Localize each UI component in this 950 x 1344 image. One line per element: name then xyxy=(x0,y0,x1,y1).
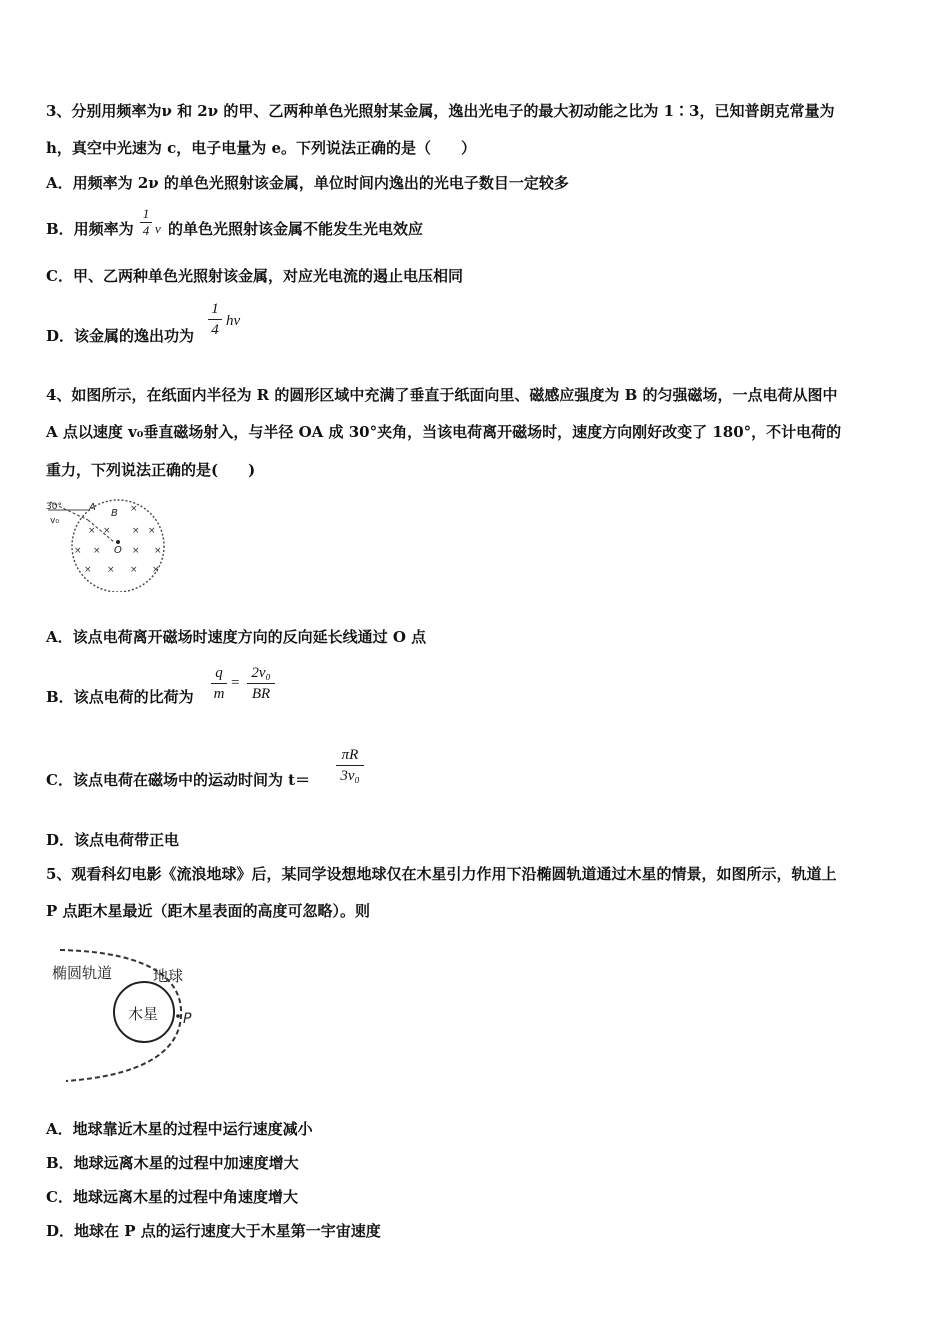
cross-mark: × xyxy=(93,546,101,556)
cross-mark: × xyxy=(107,565,115,575)
q3-option-b-prefix: B．用频率为 xyxy=(46,220,134,238)
q3-option-b-fraction xyxy=(140,207,152,238)
cross-mark: × xyxy=(154,546,162,556)
cross-mark: × xyxy=(84,565,92,575)
q4-option-b-lhs-fraction xyxy=(211,664,227,703)
q5-option-a: A．地球靠近木星的过程中运行速度减小 xyxy=(46,1120,313,1138)
cross-mark: × xyxy=(130,504,138,514)
q4-option-a: A．该点电荷离开磁场时速度方向的反向延长线通过 O 点 xyxy=(46,628,427,646)
jupiter-label: 木星 xyxy=(128,1005,159,1023)
magnetic-field-figure xyxy=(44,492,174,592)
point-p-label: P xyxy=(183,1011,192,1027)
q4-option-c-prefix: C．该点电荷在磁场中的运动时间为 t＝ xyxy=(46,771,311,789)
q4-option-d: D．该点电荷带正电 xyxy=(46,831,180,849)
cross-mark: × xyxy=(130,565,138,575)
q3-option-a: A．用频率为 2ν 的单色光照射该金属，单位时间内逸出的光电子数目一定较多 xyxy=(46,174,569,192)
q4-stem-line1: 4、如图所示，在纸面内半径为 R 的圆形区域中充满了垂直于纸面向里、磁感应强度为 B 的匀强磁场，一点电荷从图中 xyxy=(46,386,838,404)
cross-mark: × xyxy=(103,526,111,536)
q5-stem-line2: P 点距木星最近（距木星表面的高度可忽略）。则 xyxy=(46,902,371,920)
q4-option-c-fraction xyxy=(336,746,364,785)
point-o-label: O xyxy=(114,545,122,556)
q4-stem-line2: A 点以速度 v₀垂直磁场射入，与半径 OA 成 30°夹角，当该电荷离开磁场时，速度方向刚好改变了 180°，不计电荷的 xyxy=(46,423,842,441)
q5-option-d: D．地球在 P 点的运行速度大于木星第一宇宙速度 xyxy=(46,1222,381,1240)
velocity-label: v₀ xyxy=(50,516,59,526)
q3-option-c: C．甲、乙两种单色光照射该金属，对应光电流的遏止电压相同 xyxy=(46,267,463,285)
cross-mark: × xyxy=(132,526,140,536)
fraction-numerator: 1 xyxy=(142,206,150,221)
q4-option-b-rhs-fraction xyxy=(247,664,275,703)
q3-option-d-variable: hν xyxy=(226,313,241,329)
q4-option-b-equals: = xyxy=(231,675,240,691)
q3-option-d-fraction xyxy=(208,300,222,339)
q3-stem-line1: 3、分别用频率为ν 和 2ν 的甲、乙两种单色光照射某金属，逸出光电子的最大初动能之比为 1∶3，已知普朗克常量为 xyxy=(46,102,835,120)
cross-mark: × xyxy=(152,565,160,575)
fraction-denominator: BR xyxy=(251,686,271,702)
earth-label: 地球 xyxy=(153,967,184,985)
fraction-numerator: q xyxy=(215,665,223,681)
orbit-figure xyxy=(48,944,208,1086)
fraction-denominator: m xyxy=(213,686,225,702)
cross-mark: × xyxy=(148,526,156,536)
angle-label: 30° xyxy=(46,502,62,512)
orbit-label: 椭圆轨道 xyxy=(52,964,113,982)
cross-mark: × xyxy=(74,546,82,556)
field-b-label: B xyxy=(111,508,118,519)
q3-option-d-prefix: D．该金属的逸出功为 xyxy=(46,327,195,345)
fraction-denominator: 4 xyxy=(142,223,150,238)
fraction-numerator: πR xyxy=(341,747,359,763)
q4-option-b-prefix: B．该点电荷的比荷为 xyxy=(46,688,194,706)
fraction-denominator: 3v₀ xyxy=(340,768,360,784)
fraction-numerator: 1 xyxy=(211,301,219,317)
center-point xyxy=(116,540,120,544)
q5-stem-line1: 5、观看科幻电影《流浪地球》后，某同学设想地球仅在木星引力作用下沿椭圆轨道通过木星的情景，如图所示，轨道上 xyxy=(46,865,837,883)
q5-option-c: C．地球远离木星的过程中角速度增大 xyxy=(46,1188,298,1206)
q3-option-b-variable: ν xyxy=(155,221,161,236)
q4-stem-line3: 重力，下列说法正确的是( ) xyxy=(46,461,256,479)
cross-mark: × xyxy=(88,526,96,536)
fraction-numerator: 2v₀ xyxy=(251,665,271,681)
q3-stem-line2: h，真空中光速为 c，电子电量为 e。下列说法正确的是（ ） xyxy=(46,139,477,157)
q5-option-b: B．地球远离木星的过程中加速度增大 xyxy=(46,1154,299,1172)
fraction-denominator: 4 xyxy=(211,322,219,338)
q3-option-b-suffix: 的单色光照射该金属不能发生光电效应 xyxy=(168,220,424,238)
cross-mark: × xyxy=(132,546,140,556)
point-a-label: A xyxy=(89,502,96,513)
point-p-dot xyxy=(176,1014,180,1018)
